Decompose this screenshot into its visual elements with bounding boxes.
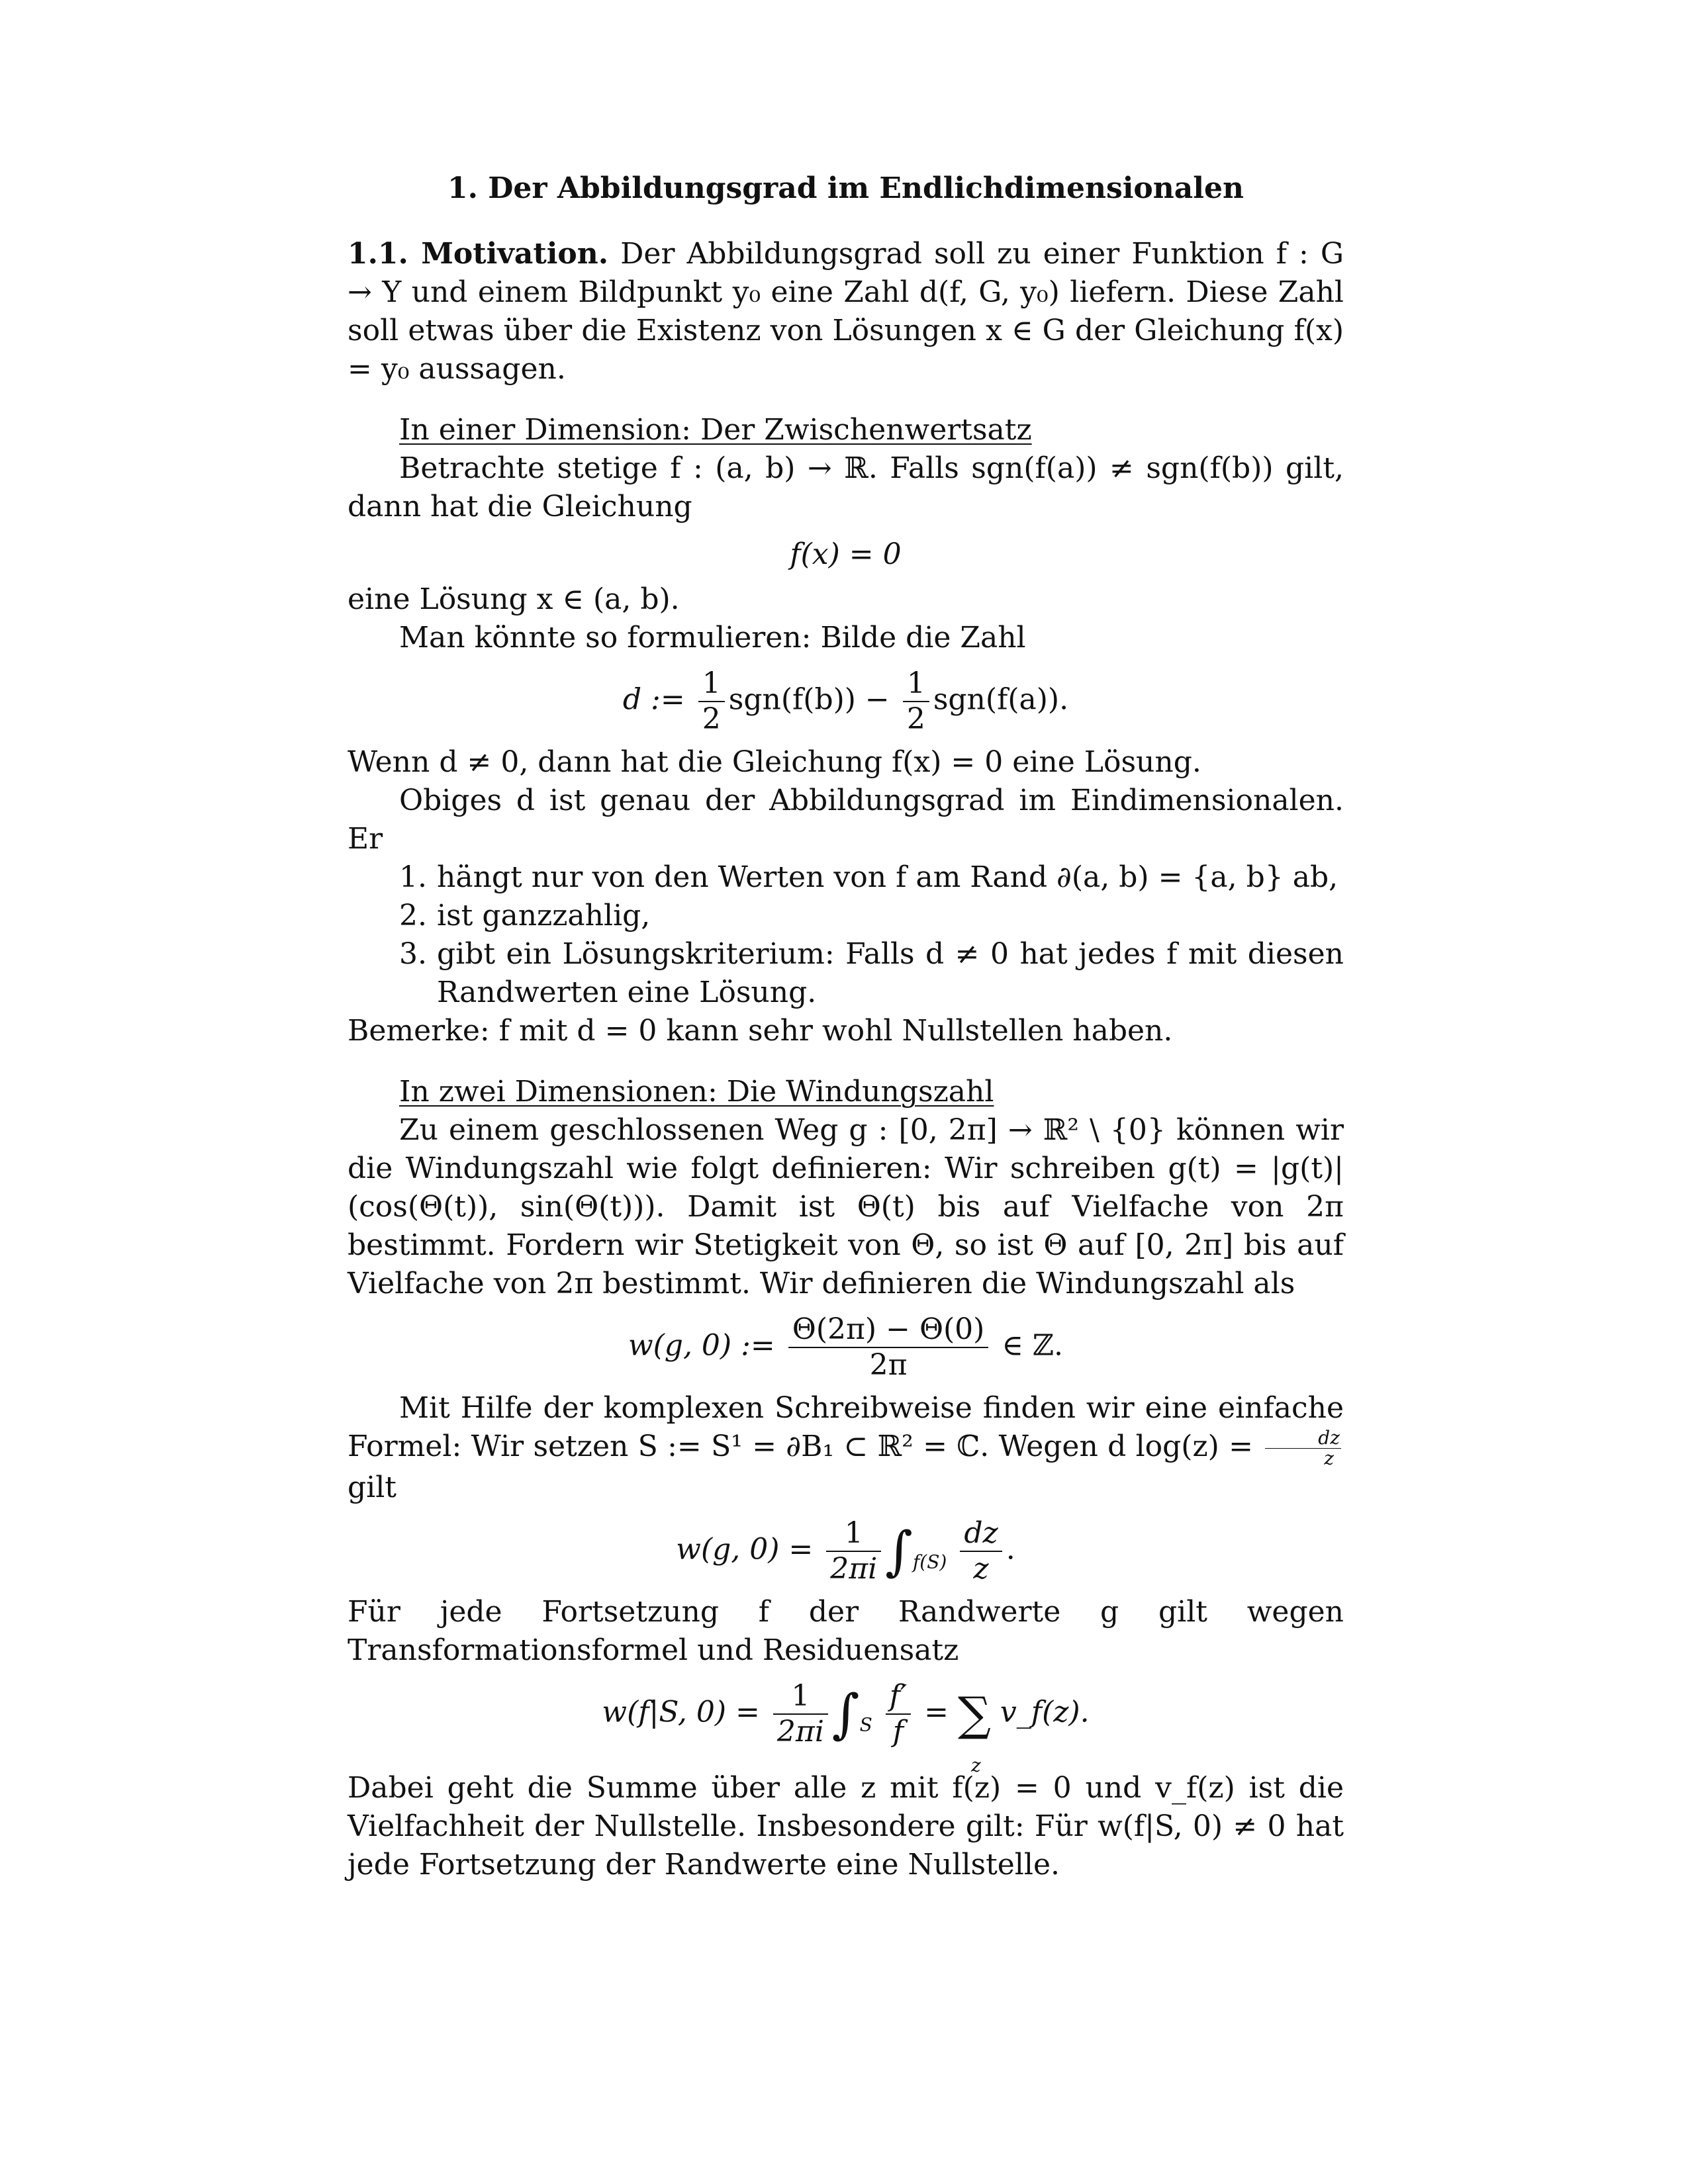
- eq4-integrand-den: z: [973, 1552, 989, 1586]
- eq5-lhs: w(f|S, 0) =: [602, 1695, 760, 1729]
- equation-winding-integral: [348, 1516, 1344, 1586]
- eq2-lhs: d :=: [622, 682, 685, 717]
- sum-symbol: ∑: [957, 1687, 991, 1741]
- list-item: [348, 935, 1344, 1012]
- one-dim-heading: [348, 411, 1344, 449]
- text-column: [348, 169, 1344, 1884]
- eq2-frac-2: [903, 666, 929, 737]
- eq2-frac-2-num: 1: [903, 666, 929, 702]
- dz-over-z-inline: [1265, 1428, 1341, 1469]
- list-item-number: 3.: [399, 937, 427, 971]
- eq5-integral-domain: S: [859, 1713, 872, 1736]
- sum-sign: [957, 1687, 991, 1776]
- one-dim-text1: Betrachte stetige f : (a, b) → ℝ. Falls sgn(f(a)) ≠ sgn(f(b)) gilt, dann hat die Gleichung: [348, 451, 1344, 523]
- eq4-end: .: [1006, 1532, 1015, 1567]
- one-dim-text5: Obiges d ist genau der Abbildungsgrad im Eindimensionalen. Er: [348, 784, 1344, 856]
- eq5-prefactor-den: 2πi: [776, 1715, 824, 1749]
- two-dim-heading: [348, 1073, 1344, 1111]
- eq4-prefactor-num: 1: [826, 1516, 881, 1552]
- eq3-rhs: ∈ ℤ.: [1002, 1328, 1064, 1363]
- list-item-number: 1.: [399, 860, 427, 894]
- eq2-frac-1-den: 2: [702, 702, 721, 736]
- two-dim-text1: Zu einem geschlossenen Weg g : [0, 2π] → ℝ² \ {0} können wir die Windungszahl wie folgt definieren: Wir schreiben g(t) = |g(t)|(cos(Θ(t)), sin(Θ(t))). Damit ist Θ(t) bis auf Vielfache von 2π bestimmt. Fordern wir Stetigkeit von Θ, so ist Θ auf [0, 2π] bis auf Vielfache von 2π bestimmt. Wir definieren die Windungszahl als: [348, 1113, 1344, 1300]
- eq5-prefactor-num: 1: [773, 1679, 828, 1715]
- eq5-prefactor: [773, 1679, 828, 1749]
- inline-frac-num: dz: [1265, 1428, 1341, 1449]
- property-list: [348, 858, 1344, 1012]
- two-dim-text2-main: Mit Hilfe der komplexen Schreibweise finden wir eine einfache Formel: Wir setzen S := S¹ = ∂B₁ ⊂ ℝ² = ℂ. Wegen d log(z) =: [348, 1391, 1344, 1463]
- eq4-integrand: [960, 1516, 1002, 1586]
- eq4-prefactor-den: 2πi: [830, 1552, 878, 1586]
- integral-sign: ∫: [831, 1683, 860, 1745]
- eq5-rhs: v_f(z).: [1000, 1695, 1090, 1729]
- eq3-lhs: w(g, 0) :=: [628, 1328, 775, 1363]
- list-item-text: ist ganzzahlig,: [437, 899, 651, 933]
- one-dim-text3: Man könnte so formulieren: Bilde die Zahl: [399, 621, 1026, 655]
- list-item-text: hängt nur von den Werten von f am Rand ∂(a, b) = {a, b} ab,: [437, 860, 1338, 894]
- eq2-term-2: sgn(f(a)).: [933, 682, 1069, 717]
- list-item-number: 2.: [399, 899, 427, 933]
- section-label: 1.1. Motivation.: [348, 237, 609, 271]
- eq5-equals: =: [924, 1695, 949, 1729]
- eq4-prefactor: [826, 1516, 881, 1586]
- eq4-integral-domain: f(S): [912, 1551, 947, 1573]
- integral-sign: ∫: [885, 1520, 913, 1582]
- two-dim-text3: Für jede Fortsetzung f der Randwerte g gilt wegen Transformationsformel und Residuensatz: [348, 1595, 1344, 1667]
- list-item-text: gibt ein Lösungskriterium: Falls d ≠ 0 hat jedes f mit diesen Randwerten eine Lösung.: [437, 937, 1344, 1009]
- eq3-frac: [788, 1312, 989, 1383]
- motivation-paragraph: [348, 235, 1344, 388]
- sum-index: z: [970, 1754, 981, 1776]
- chapter-title: 1. Der Abbildungsgrad im Endlichdimensionalen: [447, 171, 1244, 205]
- eq4-integrand-num: dz: [960, 1516, 1002, 1552]
- two-dim-text4: Dabei geht die Summe über alle z mit f(z) = 0 und v_f(z) ist die Vielfachheit der Nullstelle. Insbesondere gilt: Für w(f|S, 0) ≠ 0 hat jede Fortsetzung der Randwerte eine Nullstelle.: [348, 1771, 1344, 1882]
- eq5-integrand-den: f: [892, 1715, 904, 1749]
- eq2-frac-1: [698, 666, 725, 737]
- eq5-integrand-num: f′: [886, 1679, 911, 1715]
- eq2-term-1: sgn(f(b)) −: [728, 682, 890, 717]
- eq4-lhs: w(g, 0) =: [676, 1532, 814, 1567]
- one-dim-text2: eine Lösung x ∈ (a, b).: [348, 582, 680, 616]
- eq3-den: 2π: [869, 1348, 908, 1382]
- equation-winding-number: [348, 1312, 1344, 1383]
- equation-d-definition: [348, 666, 1344, 737]
- two-dim-heading-text: In zwei Dimensionen: Die Windungszahl: [399, 1075, 994, 1109]
- remark: Bemerke: f mit d = 0 kann sehr wohl Nullstellen haben.: [348, 1014, 1173, 1048]
- equation-residue: [348, 1679, 1344, 1776]
- list-item: [348, 858, 1344, 897]
- eq2-frac-2-den: 2: [906, 702, 925, 736]
- two-dim-text2-end: gilt: [348, 1471, 397, 1504]
- one-dim-heading-text: In einer Dimension: Der Zwischenwertsatz: [399, 413, 1032, 447]
- eq5-integrand: [886, 1679, 911, 1749]
- list-item: [348, 897, 1344, 935]
- inline-frac-den: z: [1324, 1447, 1335, 1469]
- eq3-num: Θ(2π) − Θ(0): [788, 1312, 989, 1348]
- two-dim-text2: [348, 1389, 1344, 1507]
- eq2-frac-1-num: 1: [698, 666, 725, 702]
- one-dim-text4: Wenn d ≠ 0, dann hat die Gleichung f(x) = 0 eine Lösung.: [348, 745, 1201, 779]
- motivation-text: Der Abbildungsgrad soll zu einer Funktion f : G → Y und einem Bildpunkt y₀ eine Zahl d(f, G, y₀) liefern. Diese Zahl soll etwas über die Existenz von Lösungen x ∈ G der Gleichung f(x) = y₀ aussagen.: [348, 237, 1344, 386]
- equation-fx-zero: f(x) = 0: [790, 537, 902, 571]
